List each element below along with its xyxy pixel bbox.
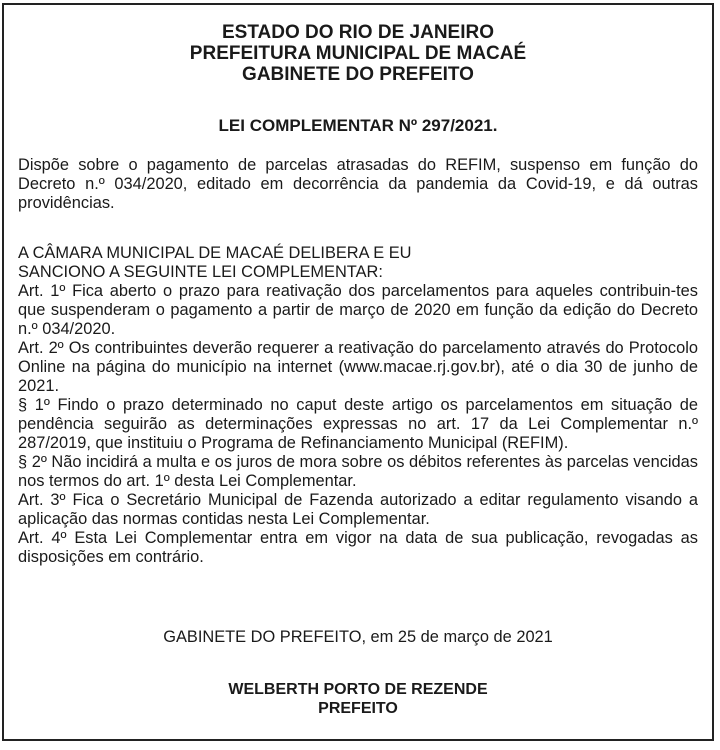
article-1: Art. 1º Fica aberto o prazo para reativação dos parcelamentos para aqueles contribuin-tes que suspenderam o pagamento a partir de março de 2020 em função da edição do Decreto n.º 034/2020.	[18, 282, 698, 338]
signer-role: PREFEITO	[318, 700, 398, 717]
preamble-line-2: SANCIONO A SEGUINTE LEI COMPLEMENTAR:	[18, 263, 383, 281]
header-state: ESTADO DO RIO DE JANEIRO	[221, 22, 494, 43]
header-office: GABINETE DO PREFEITO	[242, 64, 474, 85]
article-2: Art. 2º Os contribuintes deverão requerer a reativação do parcelamento através do Protocolo Online na página do município na internet (www.macae.rj.gov.br), até o dia 30 de junho de 2021.	[18, 339, 698, 395]
preamble-line-1: A CÂMARA MUNICIPAL DE MACAÉ DELIBERA E EU	[18, 244, 412, 262]
law-title: LEI COMPLEMENTAR Nº 297/2021.	[218, 116, 498, 135]
article-4: Art. 4º Esta Lei Complementar entra em vigor na data de sua publicação, revogadas as disposições em contrário.	[18, 529, 698, 566]
header-prefecture: PREFEITURA MUNICIPAL DE MACAÉ	[189, 43, 527, 64]
ementa-text: Dispõe sobre o pagamento de parcelas atrasadas do REFIM, suspenso em função do Decreto n.º 034/2020, editado em decorrência da pandemia da Covid-19, e dá outras providências.	[18, 156, 698, 212]
article-3: Art. 3º Fica o Secretário Municipal de Fazenda autorizado a editar regulamento visando a aplicação das normas contidas nesta Lei Complementar.	[18, 491, 698, 528]
document-header	[0, 22, 716, 85]
ementa	[18, 156, 698, 213]
signature-block	[0, 680, 716, 718]
signature-date: GABINETE DO PREFEITO, em 25 de março de 2021	[163, 628, 553, 646]
paragraph-2: § 2º Não incidirá a multa e os juros de mora sobre os débitos referentes às parcelas vencidas nos termos do art. 1º desta Lei Complementar.	[18, 453, 698, 490]
signer-name: WELBERTH PORTO DE REZENDE	[228, 681, 488, 698]
law-body	[18, 244, 698, 567]
paragraph-1: § 1º Findo o prazo determinado no caput deste artigo os parcelamentos em situação de pendência seguirão as determinações expressas no art. 17 da Lei Complementar n.º 287/2019, que instituiu o Programa de Refinanciamento Municipal (REFIM).	[18, 396, 698, 452]
